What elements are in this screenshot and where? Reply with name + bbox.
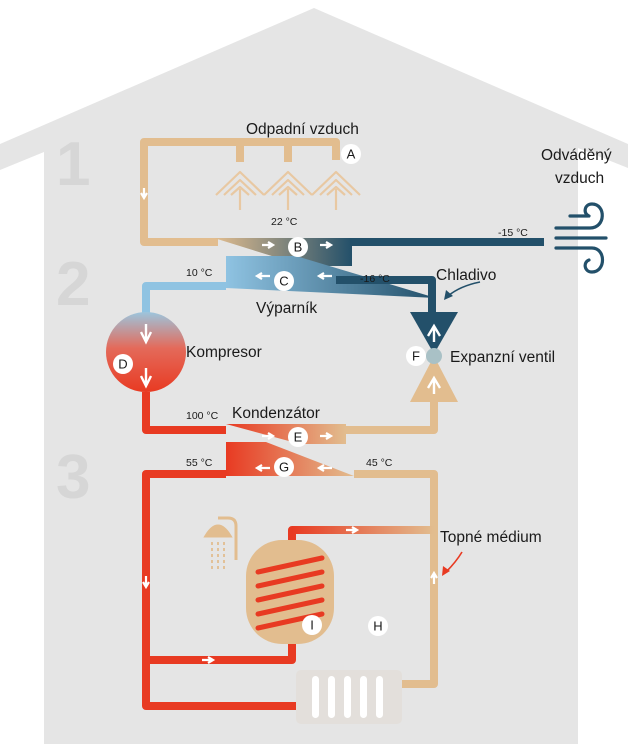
svg-text:B: B: [293, 239, 303, 255]
temperature-supply: 55 °C: [186, 457, 213, 469]
svg-text:F: F: [412, 348, 420, 364]
svg-text:A: A: [346, 146, 356, 162]
badge-d: [113, 354, 133, 374]
exhaust-air-label: Odpadní vzduch: [246, 121, 359, 138]
badge-c: [274, 271, 294, 291]
temperature-evaporator-in: -16 °C: [360, 273, 390, 285]
outgoing-air-label-line1: Odváděný: [541, 147, 612, 164]
temperature-return: 45 °C: [366, 457, 393, 469]
expansion-valve-label: Expanzní ventil: [450, 349, 556, 366]
radiator: [296, 670, 402, 724]
heating-medium-label: Topné médium: [440, 529, 542, 546]
stage-number-2: 2: [56, 250, 91, 319]
badge-i: [302, 615, 322, 635]
badge-a: [341, 144, 361, 164]
svg-text:E: E: [293, 429, 303, 445]
refrigerant-label: Chladivo: [436, 267, 497, 284]
badge-h: [368, 616, 388, 636]
badge-e: [288, 427, 308, 447]
svg-text:C: C: [279, 273, 289, 289]
outgoing-air-label-line2: vzduch: [555, 170, 605, 187]
badge-b: [288, 237, 308, 257]
stage-number-1: 1: [56, 130, 91, 199]
temperature-evaporator-out: 10 °C: [186, 267, 213, 279]
temperature-exhaust: 22 °C: [271, 216, 298, 228]
evaporator-label: Výparník: [256, 300, 318, 317]
expansion-valve-ball: [426, 348, 442, 364]
svg-text:H: H: [373, 618, 383, 634]
svg-text:G: G: [278, 459, 290, 475]
compressor-label: Kompresor: [186, 344, 262, 361]
stage-number-3: 3: [56, 443, 91, 512]
badge-f: [406, 346, 426, 366]
svg-text:I: I: [310, 617, 314, 633]
temperature-outgoing: -15 °C: [498, 227, 528, 239]
badge-g: [274, 457, 294, 477]
svg-text:D: D: [118, 356, 128, 372]
temperature-condenser-in: 100 °C: [186, 410, 219, 422]
condenser-label: Kondenzátor: [232, 405, 320, 422]
